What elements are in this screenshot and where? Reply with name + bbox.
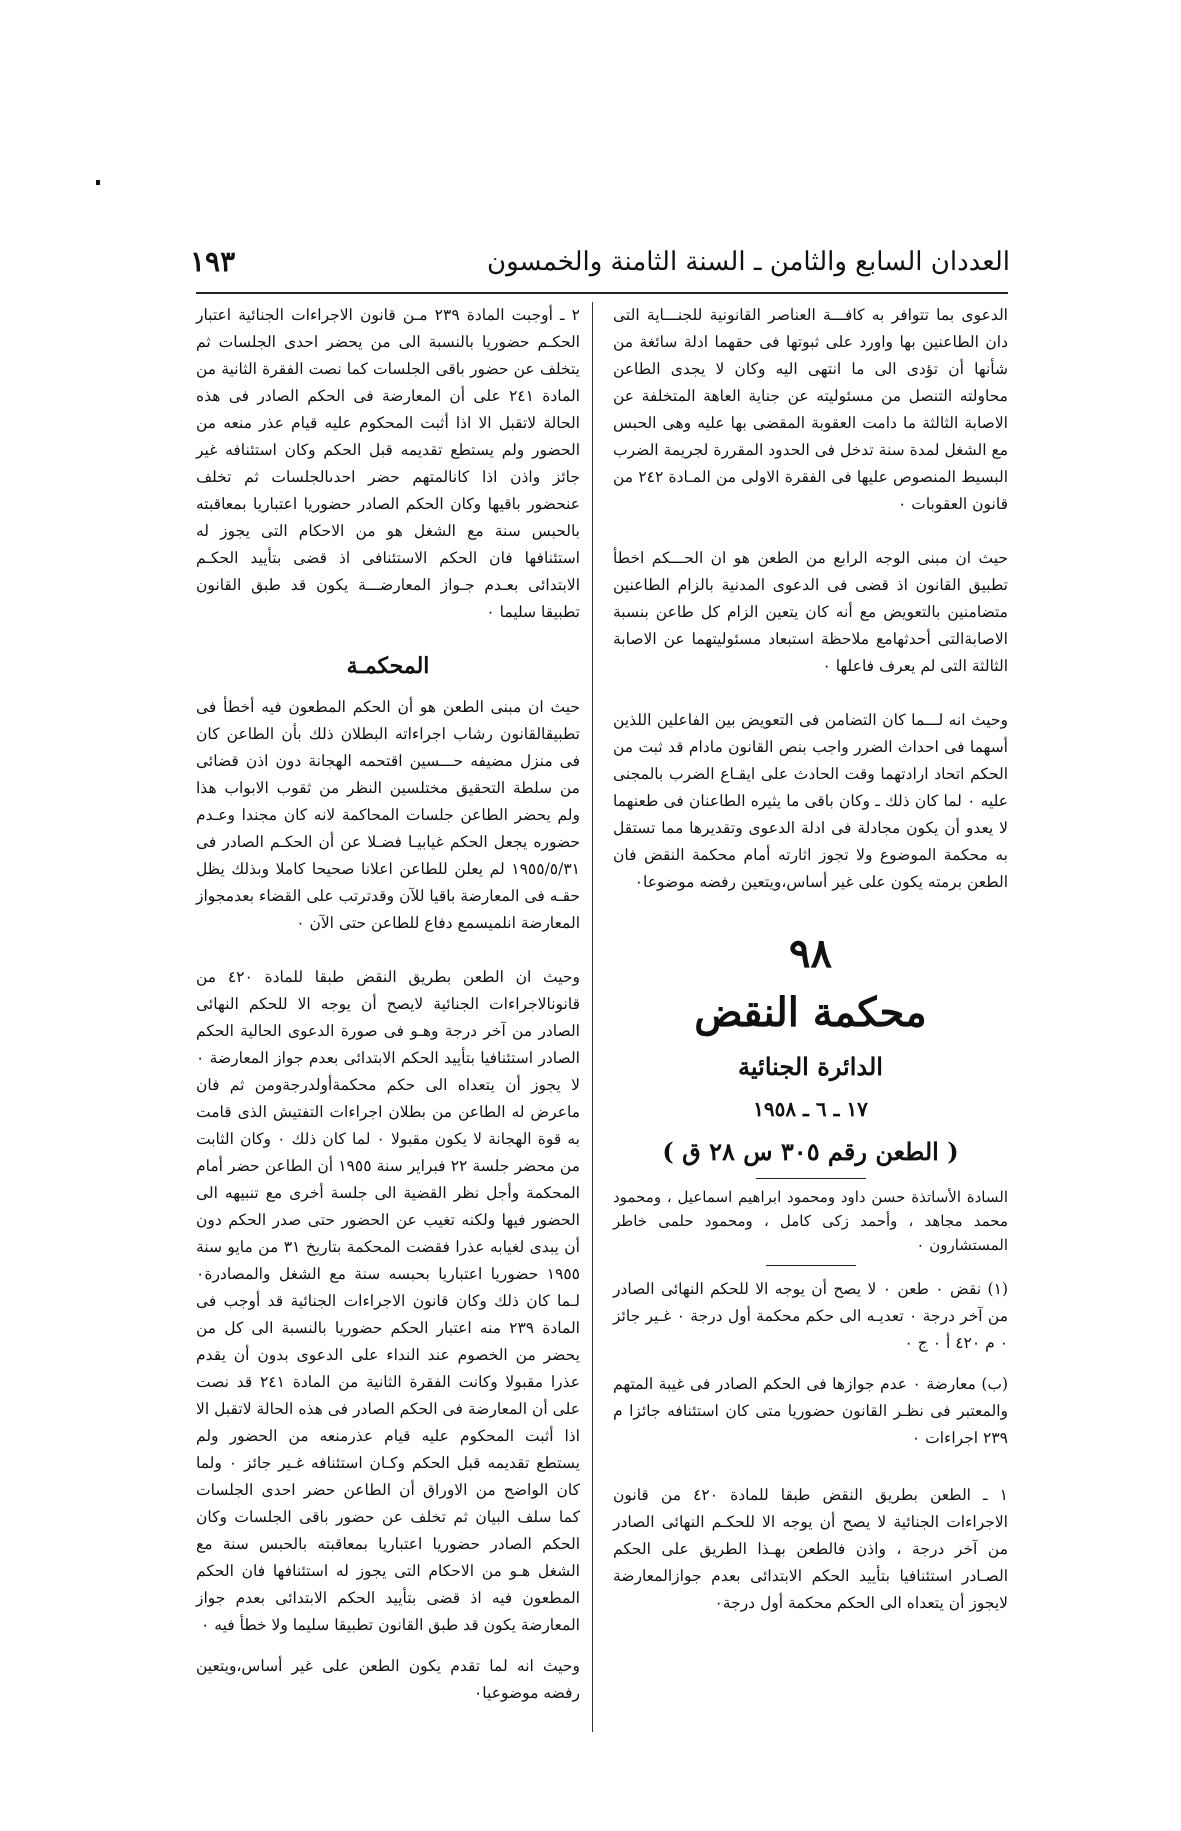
paragraph: حيث ان مبنى الوجه الرابع من الطعن هو ان الحـــكم اخطأ تطبيق القانون اذ قضى فى الدعوى المدنية بالزام الطاعنين متضامنين بالتعويض مع أنه كان يتعين الزام كل طاعن بنسبة الاصابةالتى أحدثهامع ملاحظة استبعاد مسئوليتهما عن الاصابة الثالثة التى لم يعرف فاعلها ٠ (613, 549, 1008, 675)
spacer (613, 1357, 1008, 1371)
page-header (190, 243, 1010, 285)
legal-point: (١) نقض ٠ طعن ٠ لا يصح أن يوجه الا للحكم النهائى الصادر من آخر درجة ٠ تعديـه الى حكم محكمة أول درجة ٠ غـير جائز ٠ م ٤٢٠ أ ٠ ج ٠ (613, 1280, 1009, 1352)
spacer (613, 1452, 1008, 1482)
paragraph-gap (613, 518, 1008, 545)
paragraph: الدعوى بما تتوافر به كافـــة العناصر القانونية للجنـــاية التى دان الطاعنين بها واورد على ثبوتها فى حقهما ادلة سائغة من شأنها أن تؤدى الى ما انتهى اليه وكان لا يجدى الطاعن محاولته التنصل من مسئوليته عن جناية العاهة المتخلفة عن الاصابة الثالثة ما دامت العقوبة المقضى بها عليه وهى الحبس مع الشغل لمدة سنة تدخل فى الحدود المقررة لجريمة الضرب البسيط المنصوص عليها فى الفقرة الاولى من المـادة ٢٤٢ من قانون العقوبات ٠ (612, 306, 1009, 513)
paragraph-gap (196, 937, 580, 964)
chamber-name: الدائرة الجنائية (738, 1052, 883, 1081)
court-name: محكمة النقض (694, 989, 927, 1036)
scan-speck (96, 180, 100, 185)
appeal-number: ( الطعن رقم ٣٠٥ س ٢٨ ق ) (662, 1137, 959, 1166)
spacer (613, 896, 1008, 926)
legal-point: (ب) معارضة ٠ عدم جوازها فى الحكم الصادر فى غيبة المتهم والمعتبر فى نظـر القانون حضوريا متى كان استئنافه جائزا م ٢٣٩ اجراءات ٠ (613, 1375, 1008, 1447)
paragraph: وحيث ان الطعن بطريق النقض طبقا للمادة ٤٢٠ من قانونالاجراءات الجنائية لايصح أن يوجه الا للحكم النهائى الصادر من آخر درجة وهـو فى صورة الدعوى الحالية الحكم الصادر استئنافيا بتأييد الحكم الابتدائى بعدم جواز المعارضة ٠ لا يجوز أن يتعداه الى حكم محكمةأولدرجةومن ثم فان ماعرض له الطاعن من بطلان اجراءات التفتيش الذى قامت به قوة الهجانة لا يكون مقبولا ٠ لما كان ذلك ٠ وكان الثابت من محضر جلسة ٢٢ فبراير سنة ١٩٥٥ أن الطاعن حضر أمام المحكمة وأجل نظر القضية الى جلسة أخرى مع تنبيهه الى الحضور فيها ولكنه تغيب عن الحضور حتى صدر الحكم دون أن يبدى لغيابه عذرا فقضت المحكمة بتاريخ ٣١ من مايو سنة ١٩٥٥ حضوريا اعتباريا بحبسه سنة مع الشغل والمصادرة٠ لـما كان ذلك وكان قانون الاجراءات الجنائية قد أوجب فى المادة ٢٣٩ منه اعتبار الحكم حضوريا بالنسبة الى كل من يحضر من الخصوم عند النداء على الدعوى بدون أن يقدم عذرا مقبولا وكانت الفقرة الثانية من المادة ٢٤١ قد نصت على أن المعارضة فى الحكم الصادر فى هذه الحالة لاتقبل الا اذا أثبت المحكوم عليه قيام عذرمنعه من الحضور ولم يستطع تقديمه قبل الحكم وكـان استئنافه غـير جائز ٠ ولما كان الواضح من الاوراق أن الطاعن حضر احدى الجلسات كما سلف البيان ثم تخلف عن حضور باقى الجلسات وكان الحكم الصادر حضوريا اعتباريا بمعاقبته بالحبس سنة مع الشغل هـو من الاحكام التى يجوز له استئنافها فان الحكم المطعون فيه اذ قضى بتأييد الحكم الابتدائى بعدم جواز المعارضة يكون قد طبق القانون تطبيقا سليما ولا خطأ فيه ٠ (196, 968, 581, 1634)
left-column (196, 302, 580, 1732)
page-number: ١٩٣ (190, 245, 236, 278)
case-number: ٩٨ (789, 930, 832, 977)
paragraph: وحيث انه لـــما كان التضامن فى التعويض بين الفاعلين اللذين أسهما فى احداث الضرر واجب بنص القانون مادام قد ثبت من الحكم اتحاد ارادتهما وقت الحادث على ايقـاع الضرب بالمجنى عليه ٠ لما كان ذلك ـ وكان باقى ما يثيره الطاعنان فى طعنهما لا يعدو أن يكون مجادلة فى ادلة الدعوى وتقديرها مما تستقل به محكمة الموضوع ولا تجوز اثارته أمام محكمة النقض فان الطعن برمته يكون على غير أساس،ويتعين رفضه موضوعا٠ (613, 711, 1008, 891)
paragraph-gap (613, 680, 1008, 707)
spacer (196, 686, 580, 694)
short-rule (766, 1265, 856, 1266)
header-rule (196, 292, 1008, 294)
paragraph: وحيث انه لما تقدم يكون الطعن على غير أساس،ويتعين رفضه موضوعيا٠ (196, 1657, 580, 1702)
section-heading: المحكمـة (346, 653, 430, 679)
paragraph: حيث ان مبنى الطعن هو أن الحكم المطعون فيه أخطأ فى تطبيقالقانون رشاب اجراءاته البطلان ذلك بأن الطاعن كان فى منزل مضيفه حـــسين اقتحمه الهجانة دون اذن قضائى من سلطة التحقيق مختلسين النظر من ثقوب الابواب هذا ولم يحضر الطاعن جلسات المحاكمة لانه كان مجندا وعـدم حضوره يجعل الحكم غيابيـا فضـلا عن أن الحكـم الصادر فى ١٩٥٥/٥/٣١ لم يعلن للطاعن اعلانا صحيحا كاملا وبذلك يظل حقـه فى المعارضة باقيا للآن وقدترتب على القضاء بعدمجواز المعارضة انلميسمع دفاع للطاعن حتى الآن ٠ (196, 698, 580, 932)
ruling-date: ١٧ ـ ٦ ـ ١٩٥٨ (753, 1097, 868, 1121)
short-rule (756, 1178, 866, 1179)
right-column (613, 302, 1008, 1732)
running-title: العددان السابع والثامن ـ السنة الثامنة والخمسون (487, 247, 1010, 277)
paragraph: ٢ ـ أوجبت المادة ٢٣٩ مـن قانون الاجراءات الجنائية اعتبار الحكـم حضوريا بالنسبة الى من يحضر احدى الجلسات ثم يتخلف عن حضور باقى الجلسات كما نصت الفقرة الثانية من المادة ٢٤١ على أن المعارضة فى الحكم الصادر فى هذه الحالة لاتقبل الا اذا أثبت المحكوم عليه قيام عذر منعه من الحضور ولم يستطع تقديمه قبل الحكم وكان استئنافه غير جائز واذن اذا كانالمتهم حضر احدىالجلسات ثم تخلف عنحضور باقيها وكان الحكم الصادر حضوريا اعتباريا بمعاقبته بالحبس سنة مع الشغل هو من الاحكام التى يجوز له استئنافها فان الحكم الاستئنافى اذ قضى بتأييد الحكـم الابتدائى بعـدم جـواز المعارضـــة يكون قد طبق القانون تطبيقا سليما ٠ (196, 306, 580, 621)
column-divider (592, 302, 593, 1732)
paragraph: ١ ـ الطعن بطريق النقض طبقا للمادة ٤٢٠ من قانون الاجراءات الجنائية لا يصح أن يوجه الا للحكـم النهائى الصادر من آخر درجة ، واذن فالطعن بهـذا الطريق على الحكم الصـادر استئنافيا بتأييد الحكم الابتدائى بعدم جوازالمعارضة لايجوز أن يتعداه الى الحكم محكمة أول درجة٠ (613, 1486, 1008, 1612)
judges-list: السادة الأساتذة حسن داود ومحمود ابراهيم اسماعيل ، ومحمود محمد مجاهد ، وأحمد زكى كامل ، ومحمود حلمى خاطر المستشارون ٠ (613, 1188, 1008, 1254)
spacer (196, 626, 580, 646)
spacer (196, 1639, 580, 1653)
